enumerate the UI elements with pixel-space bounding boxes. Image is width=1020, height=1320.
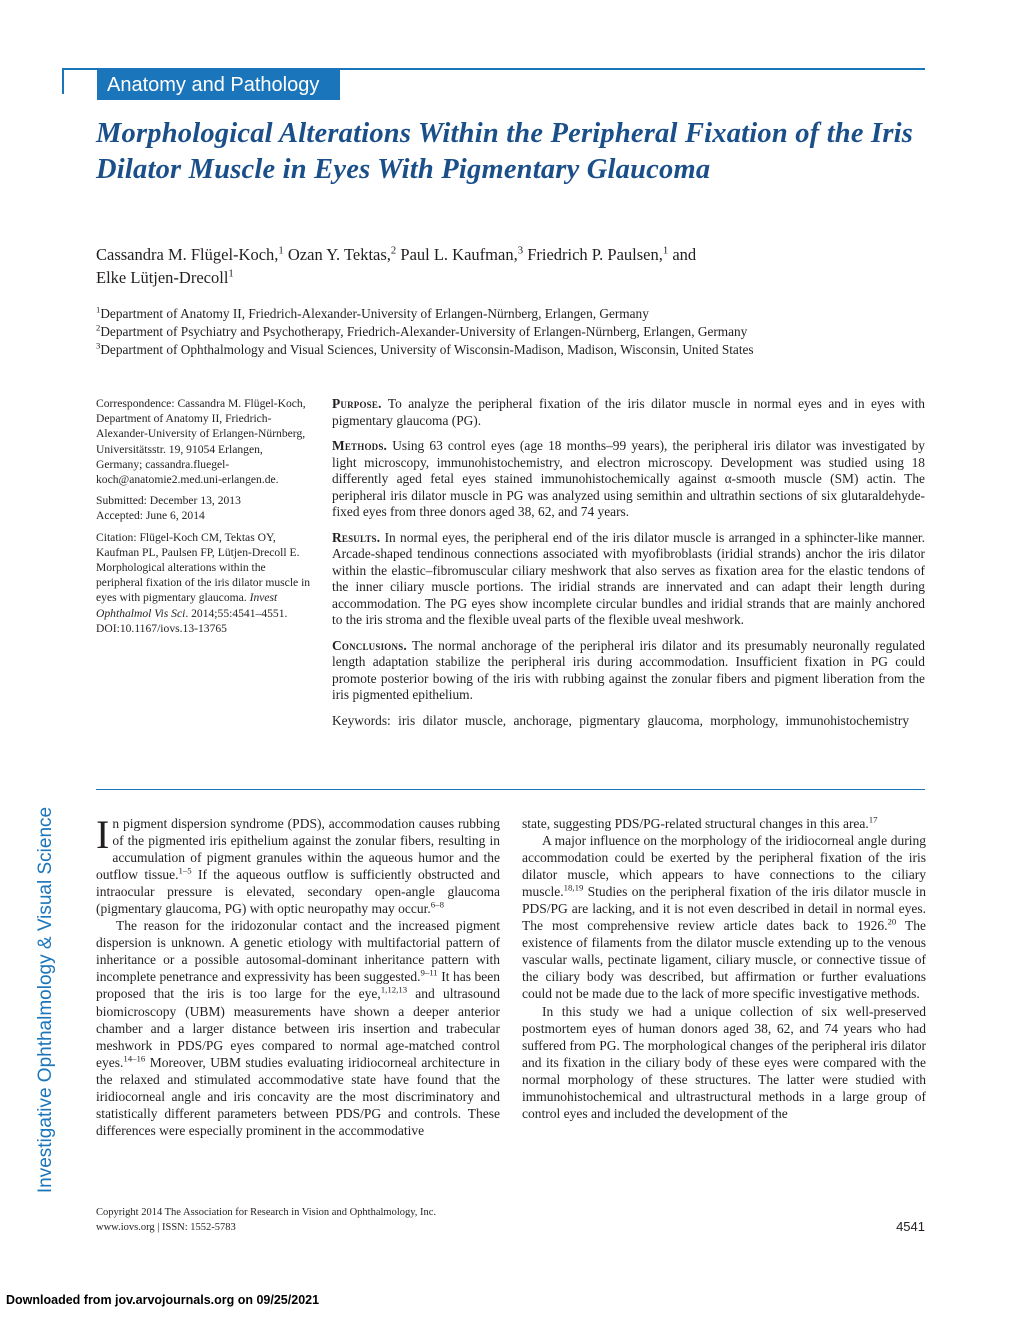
citation-ref: 18,19 (563, 882, 584, 893)
body-column-left (96, 812, 501, 1139)
journal-name-vertical: Investigative Ophthalmology & Visual Science (35, 806, 56, 1194)
affiliations (96, 305, 936, 359)
citation-ref: 14–16 (123, 1053, 146, 1064)
footer-copyright: Copyright 2014 The Association for Research in Vision and Ophthalmology, Inc. www.iovs.org | ISSN: 1552-5783 (96, 1205, 696, 1235)
abstract-results: Results. In normal eyes, the peripheral end of the iris dilator muscle is arranged in a sphincter-like manner. Arcade-shaped tendinous connections associated with myofibroblasts (iridial strands) anchor the iris dilator within the elastic–fibromuscular ciliary meshwork that also serves as fixation area for the elastic tendons of the inner ciliary muscle portions. The iridial strands are innervated and can adapt their length during accommodation. The PG eyes show incomplete circular bundles and iridial strands that are mainly anchored to the iris stroma and the flexible uveal parts of the flexible uveal meshwork. (332, 529, 925, 627)
accepted-date: Accepted: June 6, 2014 (96, 509, 205, 523)
article-title: Morphological Alterations Within the Peripheral Fixation of the Iris Dilator Muscle in Eyes With Pigmentary Glaucoma (96, 118, 914, 185)
header-vertical-rule (62, 68, 64, 94)
citation-ref: 1–5 (178, 865, 192, 876)
section-divider (96, 789, 925, 790)
abstract (332, 396, 925, 738)
body-column-right (522, 815, 926, 1122)
citation-ref: 6–8 (430, 899, 444, 910)
citation-ref: 9–11 (420, 967, 438, 978)
citation-ref: 17 (868, 814, 878, 825)
citation: Citation: Flügel-Koch CM, Tektas OY, Kaufman PL, Paulsen FP, Lütjen-Drecoll E. Morphological alterations within the peripheral fixation of the iris dilator muscle in eyes with pigmentary glaucoma. Invest Ophthalmol Vis Sci. 2014;55:4541–4551. DOI:10.1167/iovs.13-13765 (96, 530, 311, 635)
download-stamp: Downloaded from jov.arvojournals.org on 09/25/2021 (6, 1293, 320, 1307)
paragraph: state, suggesting PDS/PG-related structural changes in this area.$^{17}$ (522, 814, 878, 831)
author: Ozan Y. Tektas,$^2$ (287, 244, 397, 264)
drop-cap: I (96, 812, 110, 857)
author: Friedrich P. Paulsen,$^1$ (527, 244, 669, 264)
paragraph: The reason for the iridozonular contact and the increased pigment dispersion is unknown. A genetic etiology with multifactorial pattern of inheritance or a possible autosomal-dominant inheritance pattern with incomplete penetrance and expressivity has been suggested.$^{9-11}$ It has been proposed that the iris is too large for the eye,$^{1,12,13}$ and ultrasound biomicroscopy (UBM) measurements have shown a deeper anterior chamber and a larger distance between iris insertion and trabecular meshwork in PDS/PG eyes compared to normal age-matched control eyes.$^{14-16}$ Moreover, UBM studies evaluating iridiocorneal architecture in the relaxed and stimulated accommodative state have found that the iridiocorneal angle and iris concavity are the most discriminatory and statistically different parameters between PDS/PG and controls. These differences were especially prominent in the accommodative (96, 918, 500, 1138)
paragraph: In this study we had a unique collection of six well-preserved postmortem eyes of human donors aged 38, 62, and 74 years who had suffered from PG. The morphological changes of the peripheral iris dilator and its fixation in the ciliary body of these eyes were compared with the normal morphology of these structures. The latter were studied with immunohistochemical and ultrastructural methods in a large group of control eyes and included the development of the (522, 1003, 926, 1121)
author: Elke Lütjen-Drecoll$^1$ (96, 267, 234, 287)
affiliation: $^1$Department of Anatomy II, Friedrich-Alexander-University of Erlangen-Nürnberg, Erlangen, Germany (96, 304, 649, 321)
citation-ref: 20 (887, 916, 897, 927)
submitted-date: Submitted: December 13, 2013 (96, 494, 241, 508)
citation-ref: 1,12,13 (380, 984, 408, 995)
author-conjunction: and (672, 245, 697, 264)
author-list (96, 243, 926, 289)
affiliation: $^3$Department of Ophthalmology and Visual Sciences, University of Wisconsin-Madison, Madison, Wisconsin, United States (96, 340, 754, 357)
author: Paul L. Kaufman,$^3$ (400, 244, 524, 264)
paragraph: In pigment dispersion syndrome (PDS), accommodation causes rubbing of the pigmented iris epithelium against the zonular fibers, resulting in accumulation of pigment granules within the aqueous humor and the outflow tissue.$^{1-5}$ If the aqueous outflow is sufficiently obstructed and intraocular pressure is elevated, secondary open-angle glaucoma (pigmentary glaucoma, PG) with optic neuropathy may occur.$^{6-8}$ (96, 812, 501, 917)
section-banner: Anatomy and Pathology (97, 70, 340, 100)
author: Cassandra M. Flügel-Koch,$^1$ (96, 244, 284, 264)
abstract-methods: Methods. Using 63 control eyes (age 18 months–99 years), the peripheral iris dilator was investigated by light microscopy, immunohistochemistry, and electron microscopy. Development was studied using 18 differently aged fetal eyes stained immunohistochemically against α-smooth muscle (SM) actin. The peripheral iris dilator muscle in PG was analyzed using semithin and ultrathin sections of six glutaraldehyde-fixed eyes from three donors aged 38, 62, and 74 years. (332, 438, 925, 519)
paragraph: A major influence on the morphology of the iridiocorneal angle during accommodation could be exerted by the peripheral fixation of the iris dilator muscle, which appears to have connections to the ciliary muscle.$^{18,19}$ Studies on the peripheral fixation of the iris dilator muscle in PDS/PG are lacking, and it is not even described in detail in normal eyes. The most comprehensive review article dates back to 1926.20 The existence of filaments from the dilator muscle extending up to the venous vascular walls, pectinate ligament, ciliary muscle, or connective tissue of the ciliary body was described, but affirmation or further evaluations could not be made due to the lack of more specific investigative methods. (522, 833, 927, 1002)
footer-site: www.iovs.org | ISSN: 1552-5783 (96, 1222, 236, 1233)
page-number: 4541 (896, 1219, 925, 1234)
keywords: Keywords: iris dilator muscle, anchorage, pigmentary glaucoma, morphology, immunohistochemistry (332, 712, 910, 728)
citation-journal: Invest Ophthalmol Vis Sci (96, 591, 278, 620)
article-info-sidebar (96, 396, 311, 642)
correspondence: Correspondence: Cassandra M. Flügel-Koch, Department of Anatomy II, Friedrich-Alexander-University of Erlangen-Nürnberg, Universitätsstr. 19, 91054 Erlangen, Germany; cassandra.fluegel-koch@anatomie2.med.uni-erlangen.de. (96, 397, 306, 487)
abstract-conclusions: Conclusions. The normal anchorage of the peripheral iris dilator and its presumably neuronally regulated length adaptation stabilize the peripheral iris during accommodation. Insufficient fixation in PG could promote posterior bowing of the iris with rubbing against the zonular fibers and pigment liberation from the iris pigmented epithelium. (332, 637, 925, 702)
abstract-purpose: Purpose. To analyze the peripheral fixation of the iris dilator muscle in normal eyes and in eyes with pigmentary glaucoma (PG). (332, 396, 925, 428)
affiliation: $^2$Department of Psychiatry and Psychotherapy, Friedrich-Alexander-University of Erlangen-Nürnberg, Erlangen, Germany (96, 322, 748, 339)
